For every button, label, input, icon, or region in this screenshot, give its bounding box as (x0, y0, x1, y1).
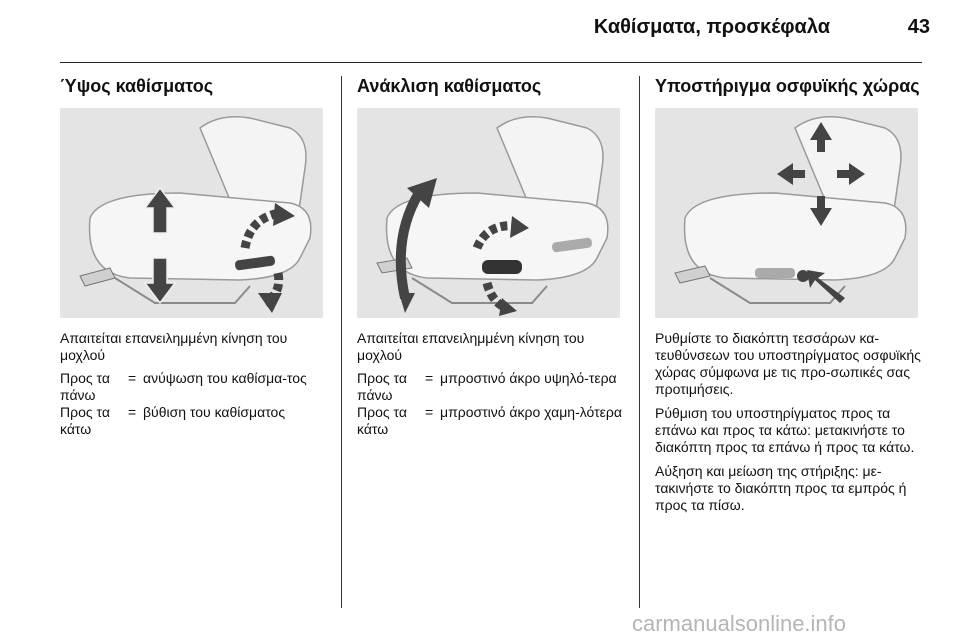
watermark: carmanualsonline.info (632, 611, 847, 636)
column-divider (639, 76, 640, 608)
section-lumbar-support (655, 76, 923, 521)
seat-tilt-illustration (357, 108, 620, 318)
definition-term: Προς τα κάτω (357, 404, 407, 437)
section-heading: Ανάκλιση καθίσματος (357, 76, 542, 96)
paragraph: Αύξηση και μείωση της στήριξης: με-τακινήστε το διακόπτη προς τα εμπρός ή προς τα πίσω. (655, 463, 907, 513)
definition-term: Προς τα κάτω (60, 404, 110, 437)
section-seat-height (60, 76, 325, 438)
definition-row (60, 404, 325, 438)
seat-height-illustration (60, 108, 323, 318)
paragraph: Ρύθμιση του υποστηρίγματος προς τα επάνω και προς τα κάτω: μετακινήστε το διακόπτη προς τα επάνω ή προς τα κάτω. (655, 405, 915, 455)
definition-description: μπροστινό άκρο χαμη-λότερα (440, 404, 622, 420)
page-number: 43 (907, 16, 930, 38)
definition-row (357, 370, 622, 404)
definition-description: μπροστινό άκρο υψηλό-τερα (440, 370, 617, 386)
page-header-title: Καθίσματα, προσκέφαλα (593, 16, 830, 38)
definition-term: Προς τα πάνω (357, 370, 407, 403)
definition-description: βύθιση του καθίσματος (143, 404, 286, 420)
equals-sign: = (128, 370, 137, 386)
definition-term: Προς τα πάνω (60, 370, 110, 403)
section-seat-tilt (357, 76, 622, 438)
definition-description: ανύψωση του καθίσμα-τος (143, 370, 307, 386)
paragraph: Ρυθμίστε το διακόπτη τεσσάρων κα-τευθύνσεων του υποστηρίγματος οσφυϊκής χώρας σύμφωνα με τις προ-σωπικές σας προτιμήσεις. (655, 330, 921, 397)
intro-text: Απαιτείται επανειλημμένη κίνηση του μοχλού (60, 330, 288, 363)
definition-list (60, 370, 325, 438)
definition-row (60, 370, 325, 404)
definition-list (357, 370, 622, 438)
lumbar-support-illustration (655, 108, 918, 318)
column-divider (341, 76, 342, 608)
definition-row (357, 404, 622, 438)
section-heading: Ύψος καθίσματος (60, 76, 214, 96)
equals-sign: = (425, 404, 434, 420)
section-heading: Υποστήριγμα οσφυϊκής χώρας (655, 76, 920, 96)
equals-sign: = (128, 404, 137, 420)
header-rule (60, 62, 922, 63)
equals-sign: = (425, 370, 434, 386)
intro-text: Απαιτείται επανειλημμένη κίνηση του μοχλού (357, 330, 585, 363)
